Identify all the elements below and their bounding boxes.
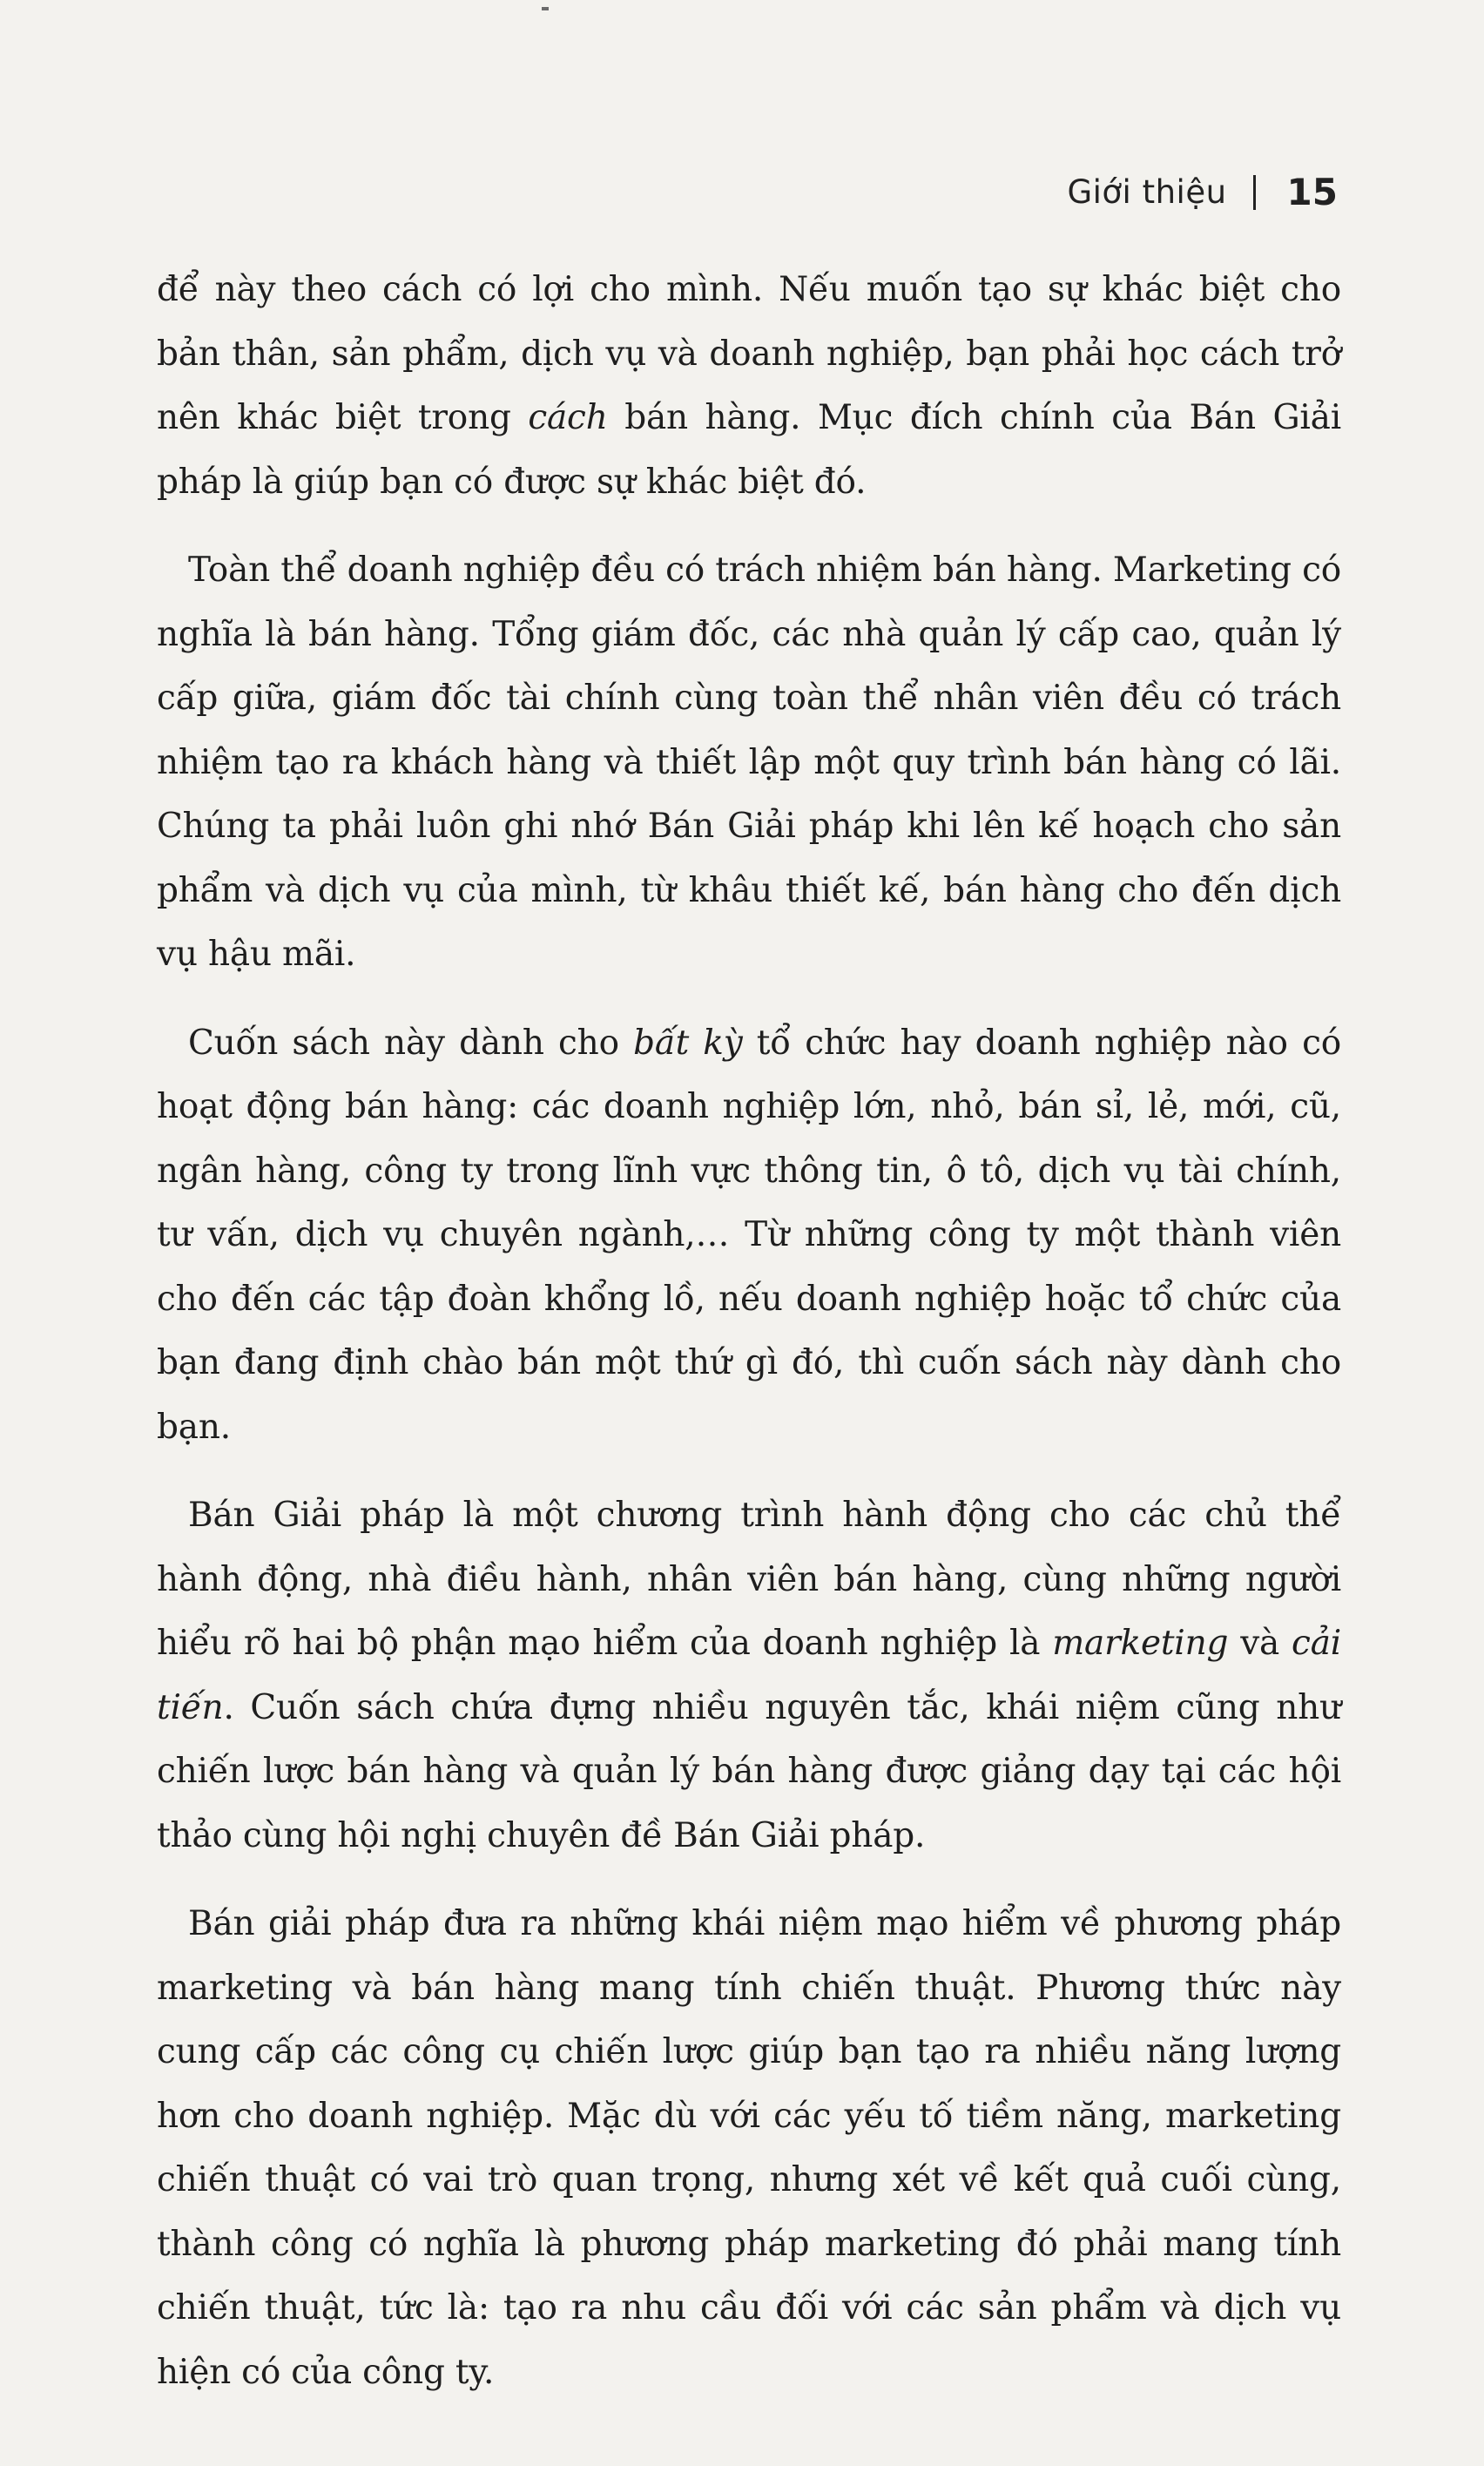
running-header xyxy=(1067,171,1338,213)
italic-segment: cách xyxy=(528,398,608,437)
paragraph-5 xyxy=(157,1892,1341,2404)
text-segment: để này theo cách có lợi cho mình. Nếu muốn tạo sự khác biệt cho bản thân, sản phẩm, dịch vụ và doanh nghiệp, bạn phải học cách trở nên khác biệt trong xyxy=(157,270,1341,437)
text-segment: . Cuốn sách chứa đựng nhiều nguyên tắc, khái niệm cũng như chiến lược bán hàng và quản lý bán hàng được giảng dạy tại các hội thảo cùng hội nghị chuyên đề Bán Giải pháp. xyxy=(157,1687,1341,1855)
text-segment: và xyxy=(1228,1624,1292,1663)
text-segment: Cuốn sách này dành cho xyxy=(188,1023,634,1063)
paragraph-3 xyxy=(157,1011,1341,1460)
paragraph-4 xyxy=(157,1483,1341,1868)
text-segment: Bán giải pháp đưa ra những khái niệm mạo hiểm về phương pháp marketing và bán hàng mang tính chiến thuật. Phương thức này cung cấp các công cụ chiến lược giúp bạn tạo ra nhiều năng lượng hơn cho doanh nghiệp. Mặc dù với các yếu tố tiềm năng, marketing chiến thuật có vai trò quan trọng, nhưng xét về kết quả cuối cùng, thành công có nghĩa là phương pháp marketing đó phải mang tính chiến thuật, tức là: tạo ra nhu cầu đối với các sản phẩm và dịch vụ hiện có của công ty. xyxy=(157,1904,1341,2392)
body-text xyxy=(157,258,1341,2429)
text-segment: Toàn thể doanh nghiệp đều có trách nhiệm bán hàng. Marketing có nghĩa là bán hàng. Tổng giám đốc, các nhà quản lý cấp cao, quản lý cấp giữa, giám đốc tài chính cùng toàn thể nhân viên đều có trách nhiệm tạo ra khách hàng và thiết lập một quy trình bán hàng có lãi. Chúng ta phải luôn ghi nhớ Bán Giải pháp khi lên kế hoạch cho sản phẩm và dịch vụ của mình, từ khâu thiết kế, bán hàng cho đến dịch vụ hậu mãi. xyxy=(157,551,1342,974)
italic-segment: cải tiến xyxy=(157,1624,1342,1727)
page-number: 15 xyxy=(1286,171,1338,213)
italic-segment: bất kỳ xyxy=(633,1023,743,1063)
section-title: Giới thiệu xyxy=(1067,173,1227,211)
paragraph-1 xyxy=(157,258,1341,514)
italic-segment: marketing xyxy=(1052,1624,1229,1663)
print-mark xyxy=(542,7,549,10)
paragraph-2 xyxy=(157,538,1341,987)
text-segment: tổ chức hay doanh nghiệp nào có hoạt động bán hàng: các doanh nghiệp lớn, nhỏ, bán sỉ, lẻ, mới, cũ, ngân hàng, công ty trong lĩnh vực thông tin, ô tô, dịch vụ tài chính, tư vấn, dịch vụ chuyên ngành,… Từ những công ty một thành viên cho đến các tập đoàn khổng lồ, nếu doanh nghiệp hoặc tổ chức của bạn đang định chào bán một thứ gì đó, thì cuốn sách này dành cho bạn. xyxy=(157,1023,1341,1447)
text-segment: Bán Giải pháp là một chương trình hành động cho các chủ thể hành động, nhà điều hành, nhân viên bán hàng, cùng những người hiểu rõ hai bộ phận mạo hiểm của doanh nghiệp là xyxy=(157,1496,1341,1663)
text-segment: bán hàng. Mục đích chính của Bán Giải pháp là giúp bạn có được sự khác biệt đó. xyxy=(157,398,1341,502)
header-separator xyxy=(1253,175,1256,210)
